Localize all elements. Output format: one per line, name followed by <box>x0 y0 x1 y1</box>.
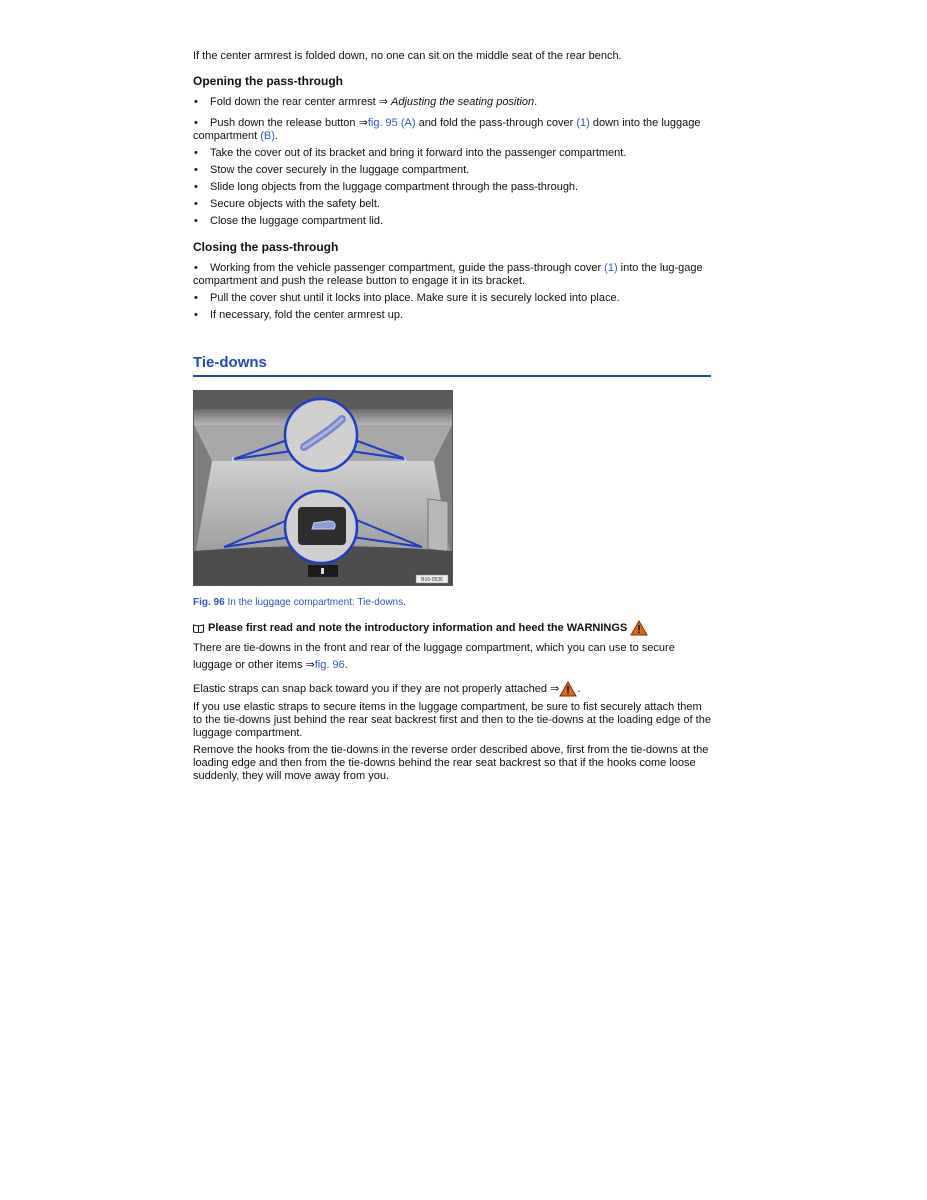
intro-text: If the center armrest is folded down, no one can sit on the middle seat of the rear bench. <box>193 50 622 62</box>
list-item: • If necessary, fold the center armrest up. <box>193 309 711 322</box>
cover-1-link[interactable]: (1) <box>576 117 590 129</box>
list-item: • Fold down the rear center armrest ⇒ Adjusting the seating position. <box>193 96 711 109</box>
section-title: Tie-downs <box>193 354 711 377</box>
fig95-link[interactable]: fig. 95 (A) <box>367 117 416 129</box>
list-item: • Take the cover out of its bracket and bring it forward into the passenger compartment. <box>193 147 711 160</box>
figure-code: B16-0536 <box>421 577 443 583</box>
figure-96-image <box>193 390 453 586</box>
paragraph: If you use elastic straps to secure items in the luggage compartment, be sure to fist securely attach them to the tie-downs just behind the rear seat backrest first and then to the tie-downs at the loading edge of the luggage compartment. <box>193 701 711 739</box>
list-item: • Close the luggage compartment lid. <box>193 215 711 228</box>
cover-1-link[interactable]: (1) <box>604 262 618 274</box>
paragraph: There are tie-downs in the front and rear of the luggage compartment, which you can use to secure luggage or other items ⇒fig. 96. <box>193 642 675 671</box>
paragraph: Elastic straps can snap back toward you if they are not properly attached ⇒ . <box>193 681 711 697</box>
compartment-b-link[interactable]: (B) <box>260 130 275 142</box>
seating-position-link[interactable]: Adjusting the seating position <box>391 96 535 108</box>
fig96-link[interactable]: fig. 96 <box>314 659 345 671</box>
list-item: • Push down the release button ⇒fig. 95 (A) and fold the pass-through cover (1) down into the luggage compartment (B). <box>193 117 711 143</box>
figure-caption: Fig. 96 In the luggage compartment: Tie-downs. <box>193 597 406 608</box>
manual-book-icon <box>193 624 204 633</box>
warning-triangle-icon[interactable] <box>559 681 577 697</box>
list-item: • Working from the vehicle passenger compartment, guide the pass-through cover (1) into the lug-gage compartment and push the release button to engage it in its bracket. <box>193 262 711 288</box>
list-item: • Secure objects with the safety belt. <box>193 198 711 211</box>
paragraph: Remove the hooks from the tie-downs in the reverse order described above, first from the tie-downs at the loading edge and then from the tie-downs behind the rear seat backrest so that if the hooks come loose suddenly, they will move away from you. <box>193 744 709 782</box>
list-item: • Pull the cover shut until it locks into place. Make sure it is securely locked into place. <box>193 292 711 305</box>
closing-heading: Closing the pass-through <box>193 240 339 254</box>
warning-triangle-icon <box>630 620 648 636</box>
opening-list <box>193 96 711 228</box>
closing-list <box>193 262 711 322</box>
warning-heading: Please first read and note the introductory information and heed the WARNINGS <box>193 620 711 636</box>
list-item: • Stow the cover securely in the luggage compartment. <box>193 164 711 177</box>
page-content <box>193 50 711 783</box>
list-item: • Slide long objects from the luggage compartment through the pass-through. <box>193 181 711 194</box>
opening-heading: Opening the pass-through <box>193 74 343 88</box>
